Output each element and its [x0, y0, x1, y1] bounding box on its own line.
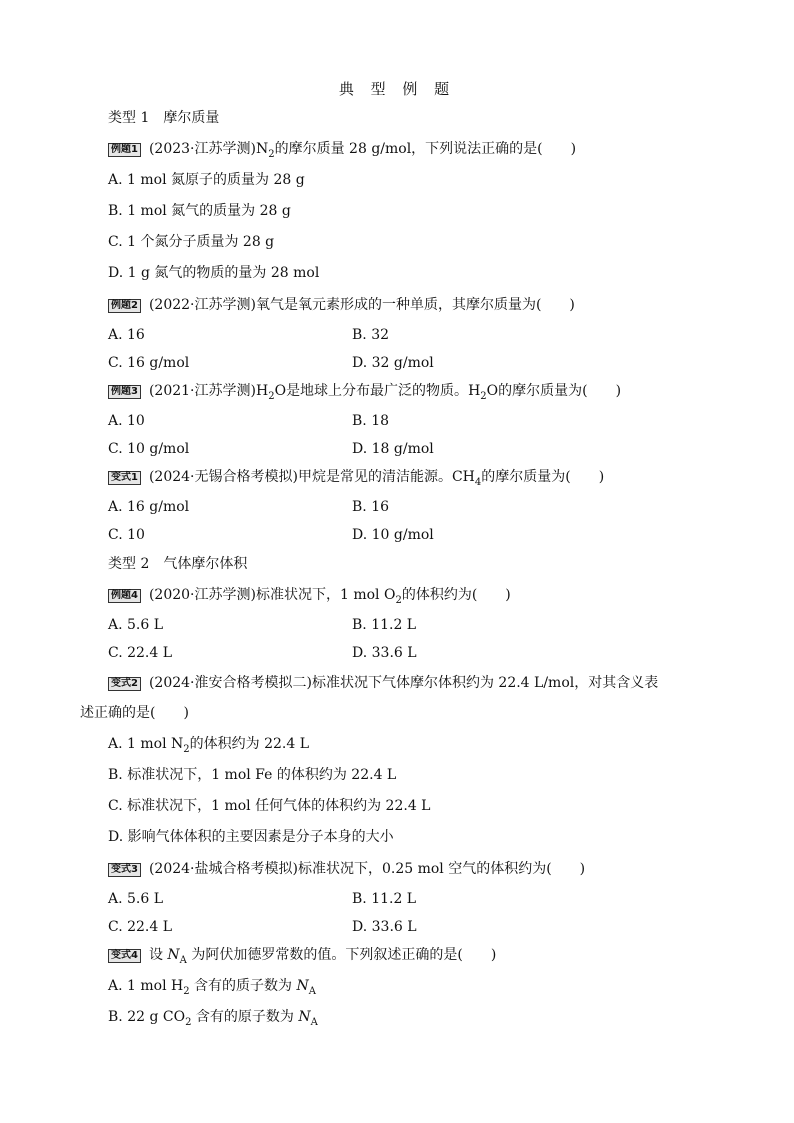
variant-2-option-b: B. 标准状况下，1 mol Fe 的体积约为 22.4 L [108, 767, 397, 783]
variant-2-stem-continued: 述正确的是( ) [80, 705, 189, 721]
variant-3-option-b: B. 11.2 L [352, 891, 417, 907]
type-1-heading: 类型 1 摩尔质量 [108, 110, 220, 126]
page-title: 典 型 例 题 [338, 80, 456, 98]
question-4-option-b: B. 11.2 L [352, 617, 417, 633]
question-4-option-a: A. 5.6 L [108, 617, 164, 633]
variant-3-stem: 变式3 (2024·盐城合格考模拟)标准状况下，0.25 mol 空气的体积约为( ) [108, 860, 585, 878]
variant-4-stem: 变式4 设 $N_A$ 为阿伏加德罗常数的值。下列叙述正确的是( ) [108, 946, 496, 970]
question-3-option-a: A. 10 [108, 413, 145, 429]
variant-2-option-a: A. 1 mol $N_2$的体积约为 22.4 L [108, 736, 309, 755]
type-2-heading: 类型 2 气体摩尔体积 [108, 556, 248, 572]
variant-2-option-d: D. 影响气体体积的主要因素是分子本身的大小 [108, 829, 394, 845]
question-4-stem: 例题4 (2020·江苏学测)标准状况下，1 mol $O_2$的体积约为( ) [108, 586, 511, 610]
example-tag: 例题2 [108, 299, 141, 313]
question-1-option-d: D. 1 g 氮气的物质的量为 28 mol [108, 265, 320, 281]
example-tag: 例题3 [108, 385, 141, 399]
variant-2-stem: 变式2 (2024·淮安合格考模拟二)标准状况下气体摩尔体积约为 22.4 L/mol，对其含义表 [108, 674, 658, 692]
example-tag: 例题4 [108, 589, 141, 603]
variant-2-option-c: C. 标准状况下，1 mol 任何气体的体积约为 22.4 L [108, 798, 431, 814]
question-1-option-b: B. 1 mol 氮气的质量为 28 g [108, 203, 291, 219]
variant-1-option-d: D. 10 g/mol [352, 527, 434, 543]
variant-1-option-c: C. 10 [108, 527, 145, 543]
question-2-stem: 例题2 (2022·江苏学测)氧气是氧元素形成的一种单质，其摩尔质量为( ) [108, 296, 575, 314]
question-4-option-d: D. 33.6 L [352, 645, 417, 661]
variant-tag: 变式2 [108, 677, 141, 691]
question-2-option-b: B. 32 [352, 327, 390, 343]
variant-4-option-a: A. 1 mol $H_2$ 含有的质子数为 $N_A$ [108, 978, 316, 997]
variant-tag: 变式4 [108, 949, 141, 963]
question-2-option-a: A. 16 [108, 327, 145, 343]
variant-tag: 变式1 [108, 471, 141, 485]
question-2-option-c: C. 16 g/mol [108, 355, 190, 371]
question-2-option-d: D. 32 g/mol [352, 355, 434, 371]
question-3-option-c: C. 10 g/mol [108, 441, 190, 457]
question-3-option-d: D. 18 g/mol [352, 441, 434, 457]
example-tag: 例题1 [108, 143, 141, 157]
question-1-option-c: C. 1 个氮分子质量为 28 g [108, 234, 275, 250]
variant-tag: 变式3 [108, 863, 141, 877]
variant-1-stem: 变式1 (2024·无锡合格考模拟)甲烷是常见的清洁能源。$CH_4$的摩尔质量为( ) [108, 468, 604, 492]
variant-3-option-a: A. 5.6 L [108, 891, 164, 907]
question-3-option-b: B. 18 [352, 413, 390, 429]
variant-3-option-d: D. 33.6 L [352, 919, 417, 935]
question-4-option-c: C. 22.4 L [108, 645, 173, 661]
variant-1-option-b: B. 16 [352, 499, 390, 515]
variant-1-option-a: A. 16 g/mol [108, 499, 190, 515]
variant-3-option-c: C. 22.4 L [108, 919, 173, 935]
question-1-stem: 例题1 (2023·江苏学测)$N_2$的摩尔质量 28 g/mol，下列说法正确的是( ) [108, 140, 576, 164]
variant-4-option-b: B. 22 g $CO_2$ 含有的原子数为 $N_A$ [108, 1009, 318, 1028]
question-3-stem: 例题3 (2021·江苏学测)$H_2O$是地球上分布最广泛的物质。$H_2O$的摩尔质量为( ) [108, 382, 621, 406]
question-1-option-a: A. 1 mol 氮原子的质量为 28 g [108, 172, 305, 188]
